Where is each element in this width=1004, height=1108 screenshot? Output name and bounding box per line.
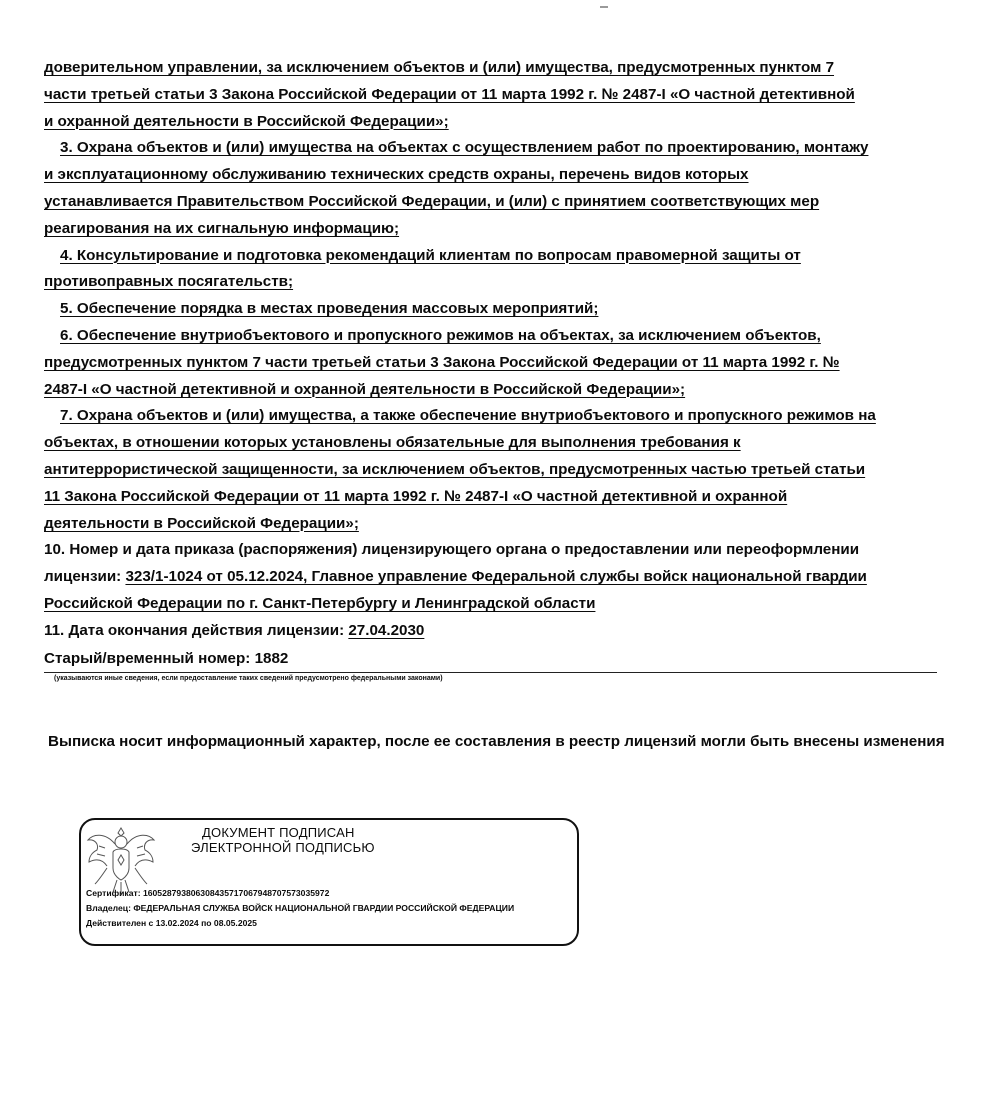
- expiry-date-value: 27.04.2030: [348, 621, 425, 639]
- order-authority-value: Российской Федерации по г. Санкт-Петербургу и Ленинградской области: [44, 594, 596, 612]
- body-line: устанавливается Правительством Российской Федерации, и (или) с принятием соответствующих мер: [44, 192, 820, 210]
- signature-title: [191, 825, 375, 855]
- old-number-field: [44, 645, 937, 673]
- body-line: противоправных посягательств;: [44, 273, 294, 291]
- body-line: антитеррористической защищенности, за исключением объектов, предусмотренных частью третьей статьи: [44, 460, 866, 478]
- scan-mark: [600, 6, 608, 8]
- body-line: 2487-I «О частной детективной и охранной деятельности в Российской Федерации»;: [44, 380, 686, 398]
- activity-item-3: 3. Охрана объектов и (или) имущества на объектах с осуществлением работ по проектированию, монтажу: [60, 139, 869, 157]
- body-line: деятельности в Российской Федерации»;: [44, 514, 359, 532]
- activity-item-4: 4. Консультирование и подготовка рекомендаций клиентам по вопросам правомерной защиты от: [60, 246, 801, 264]
- body-line: части третьей статьи 3 Закона Российской Федерации от 11 марта 1992 г. № 2487-I «О частной детективной: [44, 85, 855, 103]
- expiry-label: 11. Дата окончания действия лицензии:: [44, 621, 349, 639]
- order-prefix: лицензии:: [44, 568, 126, 586]
- body-line: доверительном управлении, за исключением объектов и (или) имущества, предусмотренных пунктом 7: [44, 59, 835, 76]
- electronic-signature-stamp: [79, 818, 579, 946]
- body-line: объектах, в отношении которых установлены обязательные для выполнения требования к: [44, 434, 741, 452]
- body-line: и эксплуатационному обслуживанию технических средств охраны, перечень видов которых: [44, 166, 749, 184]
- double-headed-eagle-emblem-icon: [85, 822, 157, 896]
- signature-validity: Действителен с 13.02.2024 по 08.05.2025: [86, 918, 257, 928]
- disclaimer-text: Выписка носит информационный характер, после ее составления в реестр лицензий могли быть внесены изменения: [48, 733, 945, 750]
- activity-item-6: 6. Обеспечение внутриобъектового и пропускного режимов на объектах, за исключением объектов,: [60, 326, 821, 344]
- signature-title-line2: ЭЛЕКТРОННОЙ ПОДПИСЬЮ: [191, 840, 375, 855]
- body-line: предусмотренных пунктом 7 части третьей статьи 3 Закона Российской Федерации от 11 марта 1992 г. №: [44, 353, 840, 371]
- old-number-label: Старый/временный номер:: [44, 649, 255, 667]
- signature-details: [86, 886, 514, 931]
- signature-owner: Владелец: ФЕДЕРАЛЬНАЯ СЛУЖБА ВОЙСК НАЦИОНАЛЬНОЙ ГВАРДИИ РОССИЙСКОЙ ФЕДЕРАЦИИ: [86, 903, 515, 913]
- order-value-line: [44, 564, 944, 591]
- license-extract-body: [44, 55, 944, 682]
- signature-certificate: Сертификат: 160528793806308435717067948707573035972: [86, 888, 330, 898]
- old-number-value: 1882: [254, 649, 289, 667]
- body-line: 11 Закона Российской Федерации от 11 марта 1992 г. № 2487-I «О частной детективной и охранной: [44, 487, 788, 505]
- body-line: и охранной деятельности в Российской Федерации»;: [44, 112, 449, 130]
- order-number-value: 323/1-1024 от 05.12.2024, Главное управление Федеральной службы войск национальной гвардии: [125, 568, 867, 586]
- old-number-note: (указываются иные сведения, если предоставление таких сведений предусмотрено федеральными законами): [54, 674, 443, 682]
- body-line: реагирования на их сигнальную информацию;: [44, 219, 400, 237]
- activity-item-5: 5. Обеспечение порядка в местах проведения массовых мероприятий;: [60, 300, 599, 318]
- order-label: 10. Номер и дата приказа (распоряжения) лицензирующего органа о предоставлении или переоформлении: [44, 541, 860, 559]
- activity-item-7: 7. Охрана объектов и (или) имущества, а также обеспечение внутриобъектового и пропускного режимов на: [60, 407, 876, 425]
- signature-title-line1: ДОКУМЕНТ ПОДПИСАН: [202, 825, 355, 840]
- expiry-line: [44, 618, 944, 645]
